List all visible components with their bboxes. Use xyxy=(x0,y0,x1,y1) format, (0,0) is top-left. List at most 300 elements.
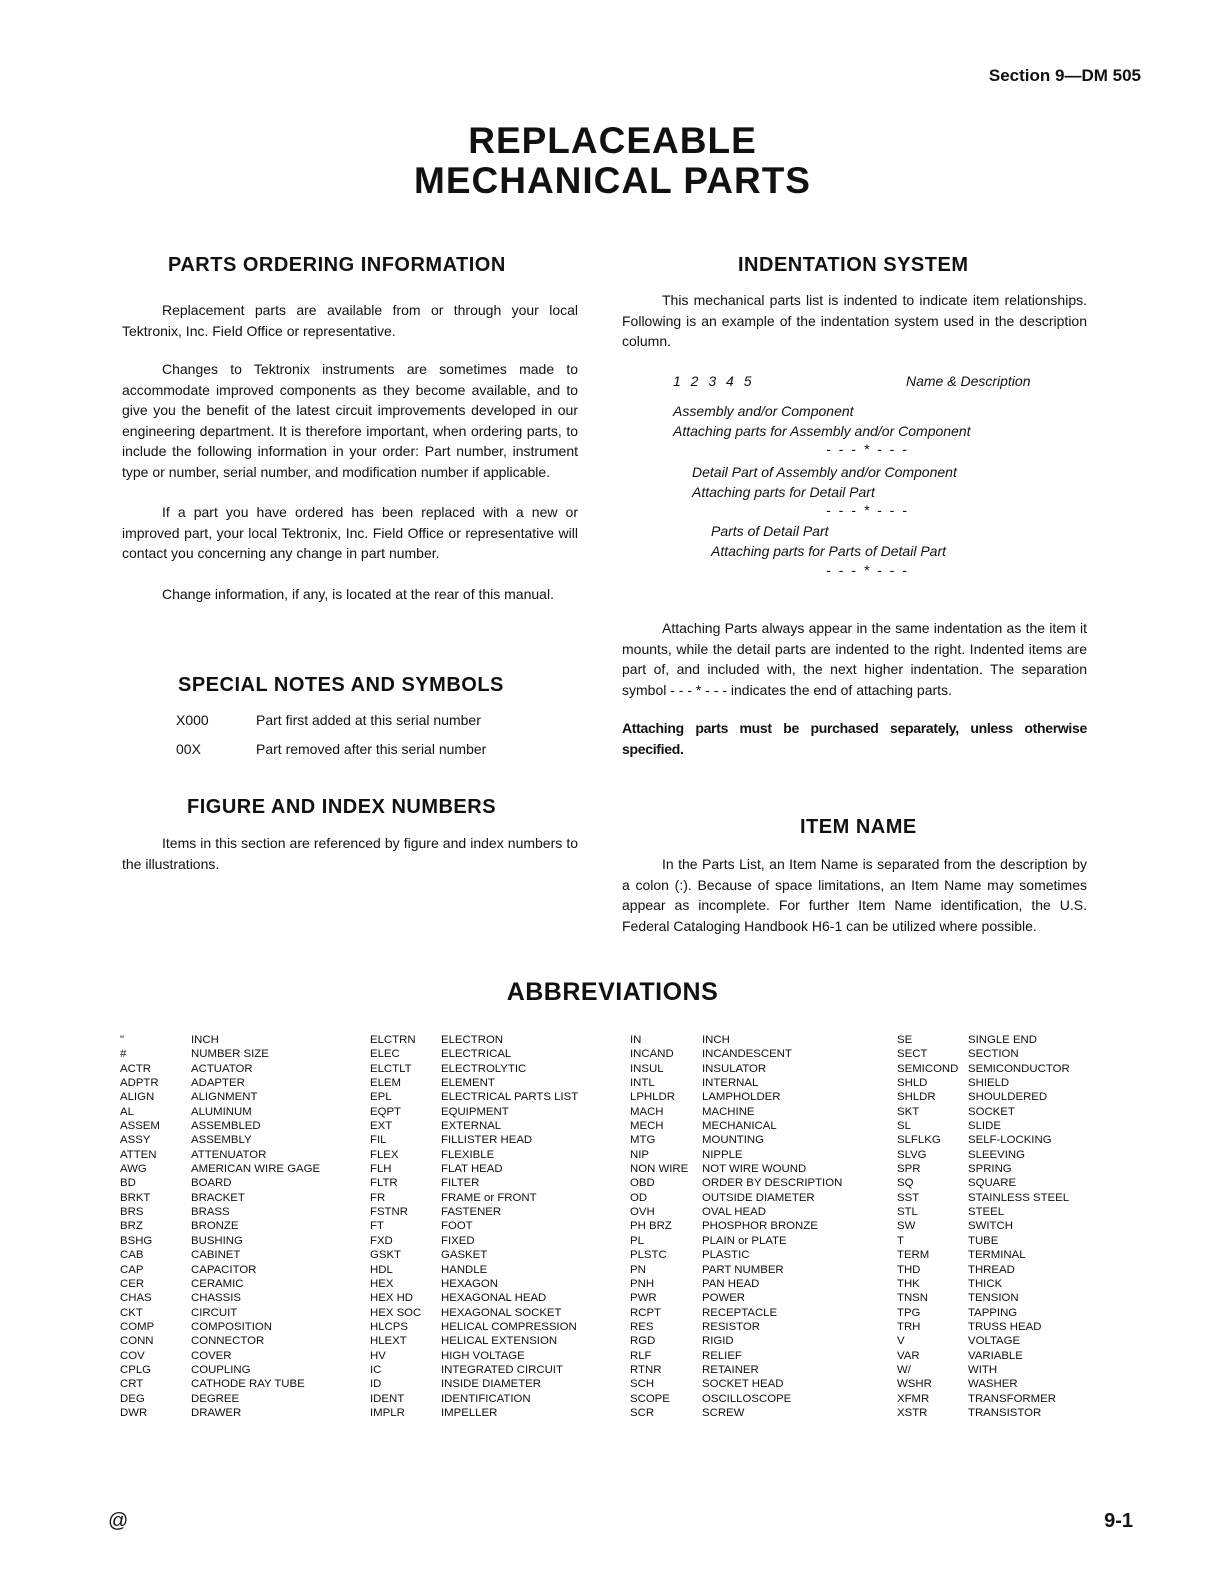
abbr-row xyxy=(370,1191,578,1205)
abbr-meaning: ELEMENT xyxy=(441,1077,495,1090)
special-text: Part removed after this serial number xyxy=(256,741,487,757)
abbr-meaning: SPRING xyxy=(968,1163,1012,1176)
abbr-code: CAB xyxy=(120,1249,144,1262)
abbr-meaning: NOT WIRE WOUND xyxy=(702,1163,807,1176)
abbr-row xyxy=(120,1062,320,1076)
abbr-meaning: NUMBER SIZE xyxy=(191,1048,269,1061)
figure-heading: FIGURE AND INDEX NUMBERS xyxy=(187,796,497,818)
abbr-meaning: EQUIPMENT xyxy=(441,1105,509,1118)
abbr-code: HV xyxy=(370,1349,386,1362)
abbr-row xyxy=(897,1277,1070,1291)
abbr-row xyxy=(370,1363,578,1377)
abbr-code: ASSY xyxy=(120,1134,151,1147)
abbr-row xyxy=(120,1219,320,1233)
abbr-row xyxy=(370,1349,578,1363)
abbr-meaning: PAN HEAD xyxy=(702,1277,760,1290)
ordering-p1: Replacement parts are available from or through your local Tektronix, Inc. Field Office or representative. xyxy=(122,302,578,339)
abbr-code: T xyxy=(897,1234,904,1247)
abbr-code: V xyxy=(897,1335,905,1348)
abbr-code: AWG xyxy=(120,1163,147,1176)
abbr-row xyxy=(630,1062,842,1076)
abbr-code: " xyxy=(120,1034,125,1046)
abbr-code: BRZ xyxy=(120,1220,143,1233)
abbr-row xyxy=(370,1392,578,1406)
item-name-heading: ITEM NAME xyxy=(800,816,917,838)
abbr-row xyxy=(370,1263,578,1277)
abbr-meaning: PLAIN or PLATE xyxy=(702,1234,787,1247)
abbr-meaning: INTEGRATED CIRCUIT xyxy=(441,1363,563,1376)
abbr-row xyxy=(370,1162,578,1176)
abbr-code: TERM xyxy=(897,1249,930,1262)
abbr-meaning: OSCILLOSCOPE xyxy=(702,1392,792,1405)
abbr-code: SCR xyxy=(630,1406,655,1419)
ordering-p2: Changes to Tektronix instruments are sometimes made to accommodate improved components as they become available, and to give you the benefit of the latest circuit improvements developed in our engineering department. It is therefore important, when ordering parts, to include the following information in your order: Part number, instrument type or number, serial number, and modification number if applicable. xyxy=(122,361,578,480)
abbr-code: STL xyxy=(897,1206,918,1219)
abbr-code: HDL xyxy=(370,1263,393,1276)
abbr-code: FXD xyxy=(370,1234,393,1247)
abbr-meaning: RIGID xyxy=(702,1335,734,1348)
indentation-p2: Attaching Parts always appear in the same indentation as the item it mounts, while the detail parts are indented to the right. Indented items are part of, and included with, the next higher indentation. The separation symbol - - - * - - - indicates the end of attaching parts. xyxy=(622,620,1087,698)
abbr-code: INCAND xyxy=(630,1048,674,1061)
abbr-meaning: INCANDESCENT xyxy=(702,1048,792,1061)
abbr-code: HEX SOC xyxy=(370,1306,422,1319)
abbr-meaning: STEEL xyxy=(968,1206,1005,1219)
abbr-code: MACH xyxy=(630,1105,664,1118)
abbr-code: ELEM xyxy=(370,1077,402,1090)
abbr-row xyxy=(370,1406,578,1420)
abbr-meaning: BRACKET xyxy=(191,1191,245,1204)
abbr-meaning: VOLTAGE xyxy=(968,1335,1021,1348)
abbr-code: SCOPE xyxy=(630,1392,670,1405)
abbr-row xyxy=(897,1119,1070,1133)
abbr-code: DEG xyxy=(120,1392,145,1405)
abbr-meaning: TERMINAL xyxy=(968,1249,1026,1262)
abbr-code: PWR xyxy=(630,1292,657,1305)
indent-l2-attaching: Attaching parts for Detail Part xyxy=(692,484,875,500)
indentation-heading: INDENTATION SYSTEM xyxy=(738,254,969,276)
abbr-row xyxy=(897,1047,1070,1061)
abbr-meaning: ASSEMBLY xyxy=(191,1134,252,1147)
abbr-meaning: HEXAGONAL HEAD xyxy=(441,1292,547,1305)
abbr-code: NON WIRE xyxy=(630,1163,689,1176)
abbr-row xyxy=(630,1033,842,1047)
abbr-row xyxy=(120,1392,320,1406)
abbr-row xyxy=(370,1090,578,1104)
abbr-row xyxy=(120,1076,320,1090)
item-name-text xyxy=(622,854,1087,936)
abbr-meaning: COUPLING xyxy=(191,1363,251,1376)
abbr-code: RCPT xyxy=(630,1306,662,1319)
abbr-code: SEMICOND xyxy=(897,1062,959,1075)
figure-p1: Items in this section are referenced by figure and index numbers to the illustrations. xyxy=(122,835,578,872)
indent-levels: 1 2 3 4 5 xyxy=(673,373,755,389)
abbr-code: ELCTRN xyxy=(370,1034,416,1046)
abbr-code: FR xyxy=(370,1191,386,1204)
abbr-code: OBD xyxy=(630,1177,655,1190)
abbr-row xyxy=(897,1306,1070,1320)
abbr-meaning: SEMICONDUCTOR xyxy=(968,1062,1070,1075)
abbr-row xyxy=(630,1176,842,1190)
abbr-meaning: SCREW xyxy=(702,1406,745,1419)
abbr-meaning: PART NUMBER xyxy=(702,1263,784,1276)
abbr-code: MECH xyxy=(630,1120,664,1133)
abbr-meaning: ATTENUATOR xyxy=(191,1148,267,1161)
abbr-row xyxy=(120,1291,320,1305)
abbr-meaning: RETAINER xyxy=(702,1363,759,1376)
abbr-code: SL xyxy=(897,1120,911,1133)
abbr-code: IN xyxy=(630,1034,642,1046)
abbr-meaning: ORDER BY DESCRIPTION xyxy=(702,1177,843,1190)
abbr-code: PH BRZ xyxy=(630,1220,672,1233)
abbr-row xyxy=(897,1219,1070,1233)
abbr-row xyxy=(370,1306,578,1320)
abbr-row xyxy=(370,1105,578,1119)
abbr-code: SHLD xyxy=(897,1077,928,1090)
abbr-meaning: FIXED xyxy=(441,1234,475,1247)
abbr-meaning: TRANSISTOR xyxy=(968,1406,1042,1419)
abbr-code: MTG xyxy=(630,1134,656,1147)
abbr-row xyxy=(370,1219,578,1233)
abbr-row xyxy=(370,1148,578,1162)
abbr-code: RES xyxy=(630,1320,654,1333)
abbr-row xyxy=(630,1334,842,1348)
abbr-col-3 xyxy=(630,1033,842,1420)
abbr-code: ID xyxy=(370,1378,382,1391)
abbr-code: BRS xyxy=(120,1206,144,1219)
abbr-row xyxy=(370,1291,578,1305)
abbr-code: EQPT xyxy=(370,1105,402,1118)
abbr-code: SW xyxy=(897,1220,916,1233)
abbr-row xyxy=(897,1392,1070,1406)
separator-symbol: - - - * - - - xyxy=(826,502,909,518)
abbr-code: CONN xyxy=(120,1335,154,1348)
abbr-meaning: ALIGNMENT xyxy=(191,1091,258,1104)
abbr-code: NIP xyxy=(630,1148,649,1161)
abbr-code: INTL xyxy=(630,1077,655,1090)
abbr-code: ELEC xyxy=(370,1048,400,1061)
abbr-meaning: ELECTRICAL PARTS LIST xyxy=(441,1091,579,1104)
abbr-meaning: MACHINE xyxy=(702,1105,755,1118)
abbr-row xyxy=(897,1349,1070,1363)
abbr-meaning: CATHODE RAY TUBE xyxy=(191,1378,305,1391)
abbr-row xyxy=(120,1176,320,1190)
abbr-meaning: CERAMIC xyxy=(191,1277,244,1290)
abbr-row xyxy=(630,1148,842,1162)
abbr-row xyxy=(897,1334,1070,1348)
special-heading: SPECIAL NOTES AND SYMBOLS xyxy=(178,674,504,696)
abbr-meaning: GASKET xyxy=(441,1249,488,1262)
abbr-code: EPL xyxy=(370,1091,392,1104)
abbr-row xyxy=(370,1047,578,1061)
abbr-meaning: SHOULDERED xyxy=(968,1091,1048,1104)
abbr-row xyxy=(630,1406,842,1420)
abbr-row xyxy=(897,1148,1070,1162)
abbr-row xyxy=(120,1277,320,1291)
abbr-row xyxy=(630,1363,842,1377)
abbr-code: RGD xyxy=(630,1335,656,1348)
abbr-meaning: COMPOSITION xyxy=(191,1320,273,1333)
abbr-code: SLVG xyxy=(897,1148,927,1161)
abbr-row xyxy=(120,1162,320,1176)
abbr-code: FLTR xyxy=(370,1177,398,1190)
abbr-meaning: SWITCH xyxy=(968,1220,1013,1233)
abbr-code: SE xyxy=(897,1034,913,1046)
abbr-row xyxy=(120,1234,320,1248)
abbr-meaning: POWER xyxy=(702,1292,746,1305)
abbr-row xyxy=(120,1090,320,1104)
abbr-meaning: SLEEVING xyxy=(968,1148,1025,1161)
abbr-row xyxy=(897,1363,1070,1377)
abbr-meaning: BRASS xyxy=(191,1206,230,1219)
abbr-row xyxy=(120,1406,320,1420)
abbr-meaning: INCH xyxy=(191,1034,219,1046)
separator-symbol: - - - * - - - xyxy=(826,441,909,457)
indent-l1: Assembly and/or Component xyxy=(673,403,854,419)
abbr-code: XFMR xyxy=(897,1392,930,1405)
abbr-row xyxy=(897,1320,1070,1334)
indent-name-desc: Name & Description xyxy=(906,373,1031,389)
special-code: 00X xyxy=(176,741,201,757)
abbr-meaning: HANDLE xyxy=(441,1263,488,1276)
abbr-meaning: DRAWER xyxy=(191,1406,242,1419)
abbr-row xyxy=(897,1076,1070,1090)
abbr-meaning: FOOT xyxy=(441,1220,473,1233)
abbr-meaning: FLAT HEAD xyxy=(441,1163,503,1176)
abbr-meaning: BRONZE xyxy=(191,1220,239,1233)
abbr-meaning: CONNECTOR xyxy=(191,1335,265,1348)
abbr-meaning: ADAPTER xyxy=(191,1077,245,1090)
abbr-meaning: VARIABLE xyxy=(968,1349,1023,1362)
abbr-row xyxy=(897,1033,1070,1047)
indent-l1-attaching: Attaching parts for Assembly and/or Component xyxy=(673,423,971,439)
abbr-code: W/ xyxy=(897,1363,911,1376)
abbr-meaning: CABINET xyxy=(191,1249,241,1262)
abbr-code: PLSTC xyxy=(630,1249,667,1262)
abbr-code: XSTR xyxy=(897,1406,928,1419)
abbr-code: ATTEN xyxy=(120,1148,157,1161)
abbr-meaning: AMERICAN WIRE GAGE xyxy=(191,1163,321,1176)
abbr-code: SLFLKG xyxy=(897,1134,941,1147)
abbr-row xyxy=(630,1191,842,1205)
abbr-code: ADPTR xyxy=(120,1077,159,1090)
indentation-intro xyxy=(622,290,1087,352)
abbr-row xyxy=(897,1406,1070,1420)
abbr-code: BRKT xyxy=(120,1191,151,1204)
abbr-meaning: TRANSFORMER xyxy=(968,1392,1056,1405)
abbr-meaning: ALUMINUM xyxy=(191,1105,252,1118)
abbr-row xyxy=(897,1234,1070,1248)
abbr-meaning: TAPPING xyxy=(968,1306,1018,1319)
abbr-meaning: PHOSPHOR BRONZE xyxy=(702,1220,818,1233)
abbr-row xyxy=(897,1291,1070,1305)
abbr-row xyxy=(120,1377,320,1391)
abbr-row xyxy=(370,1133,578,1147)
abbr-meaning: ELECTROLYTIC xyxy=(441,1062,527,1075)
abbr-meaning: RESISTOR xyxy=(702,1320,761,1333)
abbr-row xyxy=(370,1248,578,1262)
ordering-text xyxy=(122,300,578,604)
abbr-code: FSTNR xyxy=(370,1206,408,1219)
abbr-code: SQ xyxy=(897,1177,914,1190)
abbr-meaning: OVAL HEAD xyxy=(702,1206,766,1219)
special-text: Part first added at this serial number xyxy=(256,712,481,728)
abbr-code: EXT xyxy=(370,1120,393,1133)
abbr-code: ELCTLT xyxy=(370,1062,412,1075)
abbr-code: WSHR xyxy=(897,1378,932,1391)
abbr-meaning: SQUARE xyxy=(968,1177,1017,1190)
abbr-col-1 xyxy=(120,1033,320,1420)
abbr-code: CRT xyxy=(120,1378,144,1391)
abbr-meaning: LAMPHOLDER xyxy=(702,1091,781,1104)
abbr-row xyxy=(630,1248,842,1262)
abbr-code: HLEXT xyxy=(370,1335,407,1348)
abbr-meaning: ELECTRON xyxy=(441,1034,504,1046)
ordering-heading: PARTS ORDERING INFORMATION xyxy=(168,254,506,276)
abbr-code: ALIGN xyxy=(120,1091,155,1104)
abbr-row xyxy=(370,1119,578,1133)
abbr-meaning: COVER xyxy=(191,1349,232,1362)
abbr-meaning: MOUNTING xyxy=(702,1134,765,1147)
abbr-code: RLF xyxy=(630,1349,652,1362)
attaching-note: Attaching parts must be purchased separately, unless otherwise specified. xyxy=(622,720,1087,757)
abbr-meaning: EXTERNAL xyxy=(441,1120,502,1133)
abbr-meaning: TRUSS HEAD xyxy=(968,1320,1042,1333)
page-title-line1: REPLACEABLE xyxy=(468,120,757,161)
abbr-code: SST xyxy=(897,1191,920,1204)
abbr-meaning: HEXAGONAL SOCKET xyxy=(441,1306,562,1319)
abbr-meaning: FILTER xyxy=(441,1177,480,1190)
abbr-row xyxy=(370,1033,578,1047)
abbr-row xyxy=(630,1076,842,1090)
abbr-meaning: SOCKET HEAD xyxy=(702,1378,784,1391)
abbr-row xyxy=(370,1062,578,1076)
abbr-row xyxy=(630,1320,842,1334)
abbr-meaning: SINGLE END xyxy=(968,1034,1037,1046)
abbr-row xyxy=(897,1090,1070,1104)
abbr-row xyxy=(630,1133,842,1147)
abbr-row xyxy=(630,1234,842,1248)
abbr-row xyxy=(120,1334,320,1348)
abbr-row xyxy=(630,1349,842,1363)
abbr-row xyxy=(120,1320,320,1334)
abbr-code: CPLG xyxy=(120,1363,152,1376)
abbr-row xyxy=(630,1377,842,1391)
special-code: X000 xyxy=(176,712,209,728)
abbr-col-4 xyxy=(897,1033,1070,1420)
abbr-code: CKT xyxy=(120,1306,143,1319)
abbr-meaning: ACTUATOR xyxy=(191,1062,253,1075)
indentation-text xyxy=(622,618,1087,759)
ordering-p3: If a part you have ordered has been replaced with a new or improved part, your local Tektronix, Inc. Field Office or representative will contact you concerning any change in part number. xyxy=(122,504,578,561)
abbr-row xyxy=(897,1191,1070,1205)
abbr-row xyxy=(897,1205,1070,1219)
abbr-meaning: SHIELD xyxy=(968,1077,1010,1090)
abbr-code: AL xyxy=(120,1105,134,1118)
abbr-meaning: DEGREE xyxy=(191,1392,240,1405)
abbr-code: SHLDR xyxy=(897,1091,936,1104)
abbr-code: TRH xyxy=(897,1320,921,1333)
abbr-code: IMPLR xyxy=(370,1406,405,1419)
abbr-code: FT xyxy=(370,1220,384,1233)
abbr-row xyxy=(897,1133,1070,1147)
abbr-code: CER xyxy=(120,1277,145,1290)
abbr-meaning: FLEXIBLE xyxy=(441,1148,495,1161)
abbr-code: FLH xyxy=(370,1163,392,1176)
abbr-code: CHAS xyxy=(120,1292,152,1305)
abbr-meaning: SELF-LOCKING xyxy=(968,1134,1052,1147)
abbr-meaning: INSIDE DIAMETER xyxy=(441,1378,541,1391)
abbr-row xyxy=(120,1191,320,1205)
abbr-code: IC xyxy=(370,1363,382,1376)
abbr-row xyxy=(120,1349,320,1363)
abbr-row xyxy=(120,1047,320,1061)
page-number: 9-1 xyxy=(1104,1510,1133,1532)
abbr-row xyxy=(630,1119,842,1133)
abbr-row xyxy=(630,1047,842,1061)
abbr-meaning: BOARD xyxy=(191,1177,232,1190)
abbr-meaning: FILLISTER HEAD xyxy=(441,1134,533,1147)
abbr-code: THK xyxy=(897,1277,920,1290)
abbr-code: # xyxy=(120,1048,127,1061)
indent-l2: Detail Part of Assembly and/or Component xyxy=(692,464,957,480)
abbr-meaning: IMPELLER xyxy=(441,1406,498,1419)
abbreviations-heading: ABBREVIATIONS xyxy=(506,978,719,1006)
abbr-row xyxy=(897,1176,1070,1190)
abbr-code: OVH xyxy=(630,1206,655,1219)
abbr-row xyxy=(120,1248,320,1262)
abbr-meaning: INCH xyxy=(702,1034,730,1046)
abbr-code: TPG xyxy=(897,1306,921,1319)
abbr-col-2 xyxy=(370,1033,578,1420)
abbr-meaning: INSULATOR xyxy=(702,1062,767,1075)
section-header: Section 9—DM 505 xyxy=(988,66,1141,85)
abbr-meaning: SECTION xyxy=(968,1048,1019,1061)
abbr-meaning: RELIEF xyxy=(702,1349,742,1362)
abbr-row xyxy=(630,1306,842,1320)
abbr-meaning: TUBE xyxy=(968,1234,999,1247)
abbr-row xyxy=(120,1306,320,1320)
abbr-meaning: THREAD xyxy=(968,1263,1015,1276)
abbr-meaning: FRAME or FRONT xyxy=(441,1191,537,1204)
abbr-row xyxy=(630,1291,842,1305)
indentation-p1: This mechanical parts list is indented to indicate item relationships. Following is an example of the indentation system used in the description column. xyxy=(622,292,1087,349)
abbr-row xyxy=(630,1277,842,1291)
figure-text xyxy=(122,833,578,874)
abbr-code: THD xyxy=(897,1263,921,1276)
abbr-row xyxy=(370,1377,578,1391)
abbr-row xyxy=(120,1105,320,1119)
abbr-row xyxy=(897,1263,1070,1277)
abbr-meaning: STAINLESS STEEL xyxy=(968,1191,1070,1204)
abbr-row xyxy=(120,1363,320,1377)
ordering-p4: Change information, if any, is located at the rear of this manual. xyxy=(162,585,554,602)
special-row-2 xyxy=(176,741,486,757)
abbr-code: FIL xyxy=(370,1134,387,1147)
abbr-code: DWR xyxy=(120,1406,148,1419)
abbr-meaning: RECEPTACLE xyxy=(702,1306,778,1319)
abbr-code: INSUL xyxy=(630,1062,664,1075)
abbr-row xyxy=(370,1334,578,1348)
abbr-meaning: CIRCUIT xyxy=(191,1306,238,1319)
abbr-code: FLEX xyxy=(370,1148,399,1161)
abbr-meaning: NIPPLE xyxy=(702,1148,743,1161)
abbr-meaning: BUSHING xyxy=(191,1234,243,1247)
abbr-meaning: HEXAGON xyxy=(441,1277,498,1290)
abbr-code: VAR xyxy=(897,1349,920,1362)
abbr-meaning: FASTENER xyxy=(441,1206,502,1219)
abbr-code: CAP xyxy=(120,1263,144,1276)
abbr-row xyxy=(630,1263,842,1277)
